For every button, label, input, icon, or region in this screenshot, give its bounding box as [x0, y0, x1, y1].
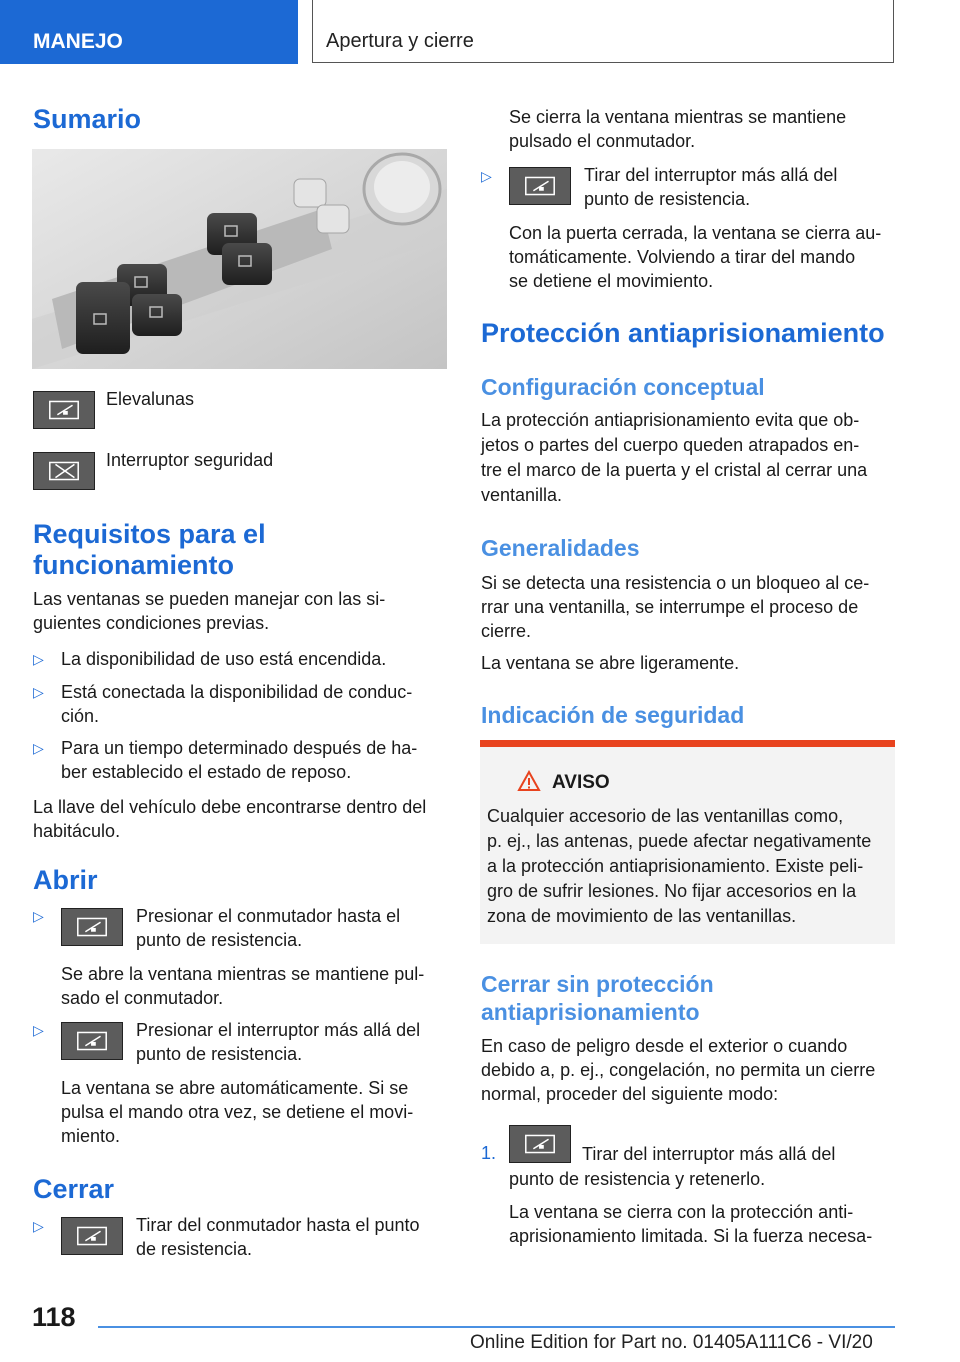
window-switch-icon — [61, 908, 123, 946]
warning-text-3: a la protección antiaprisionamiento. Existe peli- — [487, 856, 864, 876]
abrir-item-2-sub-c: miento. — [61, 1126, 121, 1146]
section-tab — [0, 0, 298, 64]
abrir-item-1b: punto de resistencia. — [136, 930, 303, 950]
bullet-icon: ▷ — [33, 684, 44, 700]
safety-switch-icon — [33, 452, 95, 490]
req-intro-1: Las ventanas se pueden manejar con las si- — [33, 589, 386, 609]
sin-text-2: debido a, p. ej., congelación, no permita un cierre — [481, 1060, 876, 1080]
chapter-box — [312, 0, 894, 63]
warning-title: AVISO — [552, 772, 610, 793]
req-note-1: La llave del vehículo debe encontrarse dentro del — [33, 797, 427, 817]
abrir-heading: Abrir — [33, 865, 98, 895]
chapter-label: Apertura y cierre — [326, 30, 474, 52]
bullet-icon: ▷ — [33, 1022, 44, 1038]
window-switch-icon — [509, 167, 571, 205]
step1-text-a: Tirar del interruptor más allá del — [582, 1144, 836, 1164]
abrir-item-1a: Presionar el conmutador hasta el — [136, 906, 401, 926]
warning-text-4: gro de sufrir lesiones. No fijar accesorios en la — [487, 881, 857, 901]
cerrar-item-a: Tirar del conmutador hasta el punto — [136, 1215, 420, 1235]
step-number: 1. — [481, 1143, 497, 1163]
indicacion-heading: Indicación de seguridad — [481, 702, 745, 728]
conf-text-2: jetos o partes del cuerpo queden atrapados en- — [481, 435, 860, 455]
window-switch-icon — [33, 391, 95, 429]
req-note-2: habitáculo. — [33, 821, 121, 841]
item2-a: Tirar del interruptor más allá del — [584, 165, 838, 185]
abrir-item-1-sub-b: sado el conmutador. — [61, 988, 224, 1008]
gen-text-1: Si se detecta una resistencia o un bloqueo al ce- — [481, 573, 870, 593]
req-item-1: La disponibilidad de uso está encendida. — [61, 649, 387, 669]
step1-text-b: punto de resistencia y retenerlo. — [509, 1169, 766, 1189]
legend-elevalunas: Elevalunas — [106, 389, 195, 409]
sin-text-3: normal, proceder del siguiente modo: — [481, 1084, 779, 1104]
bullet-icon: ▷ — [33, 908, 44, 924]
window-switch-icon — [509, 1125, 571, 1163]
gen-text-3: cierre. — [481, 621, 532, 641]
item2-sub-b: tomáticamente. Volviendo a tirar del mando — [509, 247, 856, 267]
section-label: MANEJO — [33, 30, 123, 53]
item2-sub-c: se detiene el movimiento. — [509, 271, 714, 291]
legend-interruptor: Interruptor seguridad — [106, 450, 274, 470]
abrir-item-2a: Presionar el interruptor más allá del — [136, 1020, 421, 1040]
bullet-icon: ▷ — [33, 651, 44, 667]
abrir-item-2-sub-a: La ventana se abre automáticamente. Si se — [61, 1078, 409, 1098]
footer-edition: Online Edition for Part no. 01405A111C6 - VI/20 — [470, 1332, 873, 1353]
abrir-item-1-sub-a: Se abre la ventana mientras se mantiene pul- — [61, 964, 425, 984]
cerrar-item-b: de resistencia. — [136, 1239, 253, 1259]
item2-sub-a: Con la puerta cerrada, la ventana se cierra au- — [509, 223, 882, 243]
requisitos-heading-2: funcionamiento — [33, 550, 234, 580]
warning-text-2: p. ej., las antenas, puede afectar negativamente — [487, 831, 872, 851]
conf-text-1: La protección antiaprisionamiento evita que ob- — [481, 410, 860, 430]
requisitos-heading-1: Requisitos para el — [33, 519, 266, 549]
bullet-icon: ▷ — [481, 168, 492, 184]
window-switch-icon — [61, 1022, 123, 1060]
step1-sub-b: aprisionamiento limitada. Si la fuerza necesa- — [509, 1226, 873, 1246]
req-item-3b: ber establecido el estado de reposo. — [61, 762, 352, 782]
proteccion-heading: Protección antiaprisionamiento — [481, 318, 885, 348]
page-number: 118 — [32, 1302, 76, 1332]
window-switch-icon — [61, 1217, 123, 1255]
warning-text-5: zona de movimiento de las ventanillas. — [487, 906, 797, 926]
conf-text-4: ventanilla. — [481, 485, 563, 505]
sin-proteccion-heading-2: antiaprisionamiento — [481, 999, 700, 1025]
bullet-icon: ▷ — [33, 1218, 44, 1234]
window-switch-photo — [32, 149, 447, 369]
abrir-item-2-sub-b: pulsa el mando otra vez, se detiene el movi- — [61, 1102, 414, 1122]
bullet-icon: ▷ — [33, 740, 44, 756]
sin-text-1: En caso de peligro desde el exterior o cuando — [481, 1036, 848, 1056]
cerrar-heading: Cerrar — [33, 1174, 115, 1204]
cont1-a: Se cierra la ventana mientras se mantiene — [509, 107, 847, 127]
sumario-heading: Sumario — [33, 104, 142, 134]
req-item-2b: ción. — [61, 706, 100, 726]
warning-box — [480, 740, 895, 944]
cont1-b: pulsado el conmutador. — [509, 131, 696, 151]
gen-text-4: La ventana se abre ligeramente. — [481, 653, 740, 673]
gen-text-2: rrar una ventanilla, se interrumpe el proceso de — [481, 597, 859, 617]
generalidades-heading: Generalidades — [481, 535, 640, 561]
req-item-3a: Para un tiempo determinado después de ha- — [61, 738, 418, 758]
step1-sub-a: La ventana se cierra con la protección anti- — [509, 1202, 854, 1222]
warning-text-1: Cualquier accesorio de las ventanillas como, — [487, 806, 844, 826]
abrir-item-2b: punto de resistencia. — [136, 1044, 303, 1064]
configuracion-heading: Configuración conceptual — [481, 374, 765, 400]
footer-divider — [98, 1326, 895, 1328]
conf-text-3: tre el marco de la puerta y el cristal al cerrar una — [481, 460, 868, 480]
item2-b: punto de resistencia. — [584, 189, 751, 209]
req-intro-2: guientes condiciones previas. — [33, 613, 270, 633]
req-item-2a: Está conectada la disponibilidad de conduc- — [61, 682, 413, 702]
warning-triangle-icon — [517, 770, 541, 792]
sin-proteccion-heading-1: Cerrar sin protección — [481, 971, 714, 997]
